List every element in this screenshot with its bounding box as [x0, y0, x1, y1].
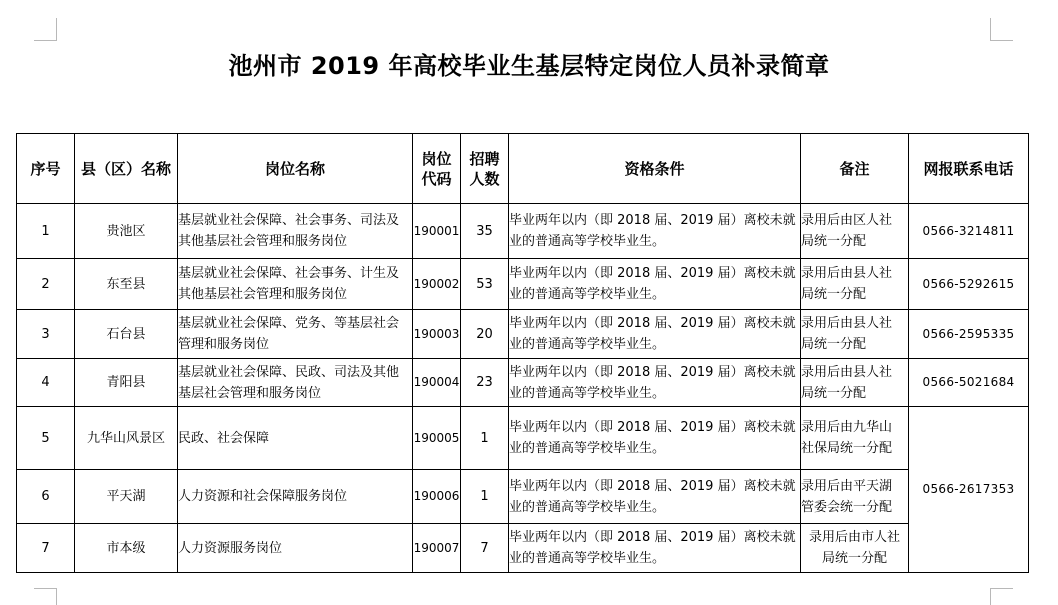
row-qualification-line2: 业的普通高等学校毕业生。: [509, 287, 666, 302]
row-position-line2: 管理和服务岗位: [178, 337, 270, 352]
row-qualification-line2: 业的普通高等学校毕业生。: [509, 499, 666, 515]
row-position: [178, 259, 413, 310]
row-position-line2: 其他基层社会管理和服务岗位: [178, 234, 348, 249]
row-qualification: [509, 407, 801, 470]
row-county: 市本级: [75, 524, 178, 573]
row-qualification-line2: 业的普通高等学校毕业生。: [509, 234, 666, 249]
row-position: [178, 204, 413, 259]
row-phone-shared: 0566-2617353: [909, 407, 1029, 573]
document-title: 池州市 2019 年高校毕业生基层特定岗位人员补录简章: [228, 52, 830, 80]
row-count: 53: [461, 259, 509, 310]
header-note: 备注: [801, 134, 909, 204]
row-code: 190006: [413, 470, 461, 524]
crop-mark-bottom-right: [990, 588, 1013, 605]
row-qualification: [509, 310, 801, 359]
row-code: 190001: [413, 204, 461, 259]
row-index: 5: [17, 407, 75, 470]
row-note-line1: 录用后由区人社: [801, 213, 893, 228]
row-note-line2: 局统一分配: [801, 234, 867, 249]
row-position-line1: 人力资源服务岗位: [178, 540, 283, 556]
table-row: [17, 259, 1029, 310]
row-note-line1: 录用后由县人社: [801, 364, 893, 380]
row-note-line1: 录用后由市人社: [808, 530, 900, 545]
row-position-line1: 基层就业社会保障、党务、等基层社会: [178, 316, 400, 331]
table-row: [17, 204, 1029, 259]
header-qualification: 资格条件: [509, 134, 801, 204]
row-note-line2: 社保局统一分配: [801, 441, 893, 456]
row-county: 平天湖: [75, 470, 178, 524]
row-qualification-line1: 毕业两年以内（即 2018 届、2019 届）离校未就: [509, 478, 796, 494]
row-index: 3: [17, 310, 75, 359]
row-note-line2: 局统一分配: [801, 287, 867, 302]
row-qualification-line1: 毕业两年以内（即 2018 届、2019 届）离校未就: [509, 266, 796, 281]
row-position-line2: 基层社会管理和服务岗位: [178, 385, 322, 401]
row-county: 青阳县: [75, 359, 178, 407]
row-qualification: [509, 204, 801, 259]
row-count: 7: [461, 524, 509, 573]
row-qualification-line1: 毕业两年以内（即 2018 届、2019 届）离校未就: [509, 420, 796, 435]
row-qualification-line2: 业的普通高等学校毕业生。: [509, 385, 666, 401]
header-county: 县（区）名称: [75, 134, 178, 204]
table-row: [17, 310, 1029, 359]
header-count: [461, 134, 509, 204]
row-county: 贵池区: [75, 204, 178, 259]
row-count: 1: [461, 407, 509, 470]
row-position: [178, 407, 413, 470]
table-row: [17, 524, 1029, 573]
crop-mark-top-right: [990, 18, 1013, 41]
row-qualification: [509, 470, 801, 524]
crop-mark-top-left: [34, 18, 57, 41]
row-note: [801, 310, 909, 359]
header-count-line1: 招聘: [469, 149, 500, 168]
row-position: [178, 524, 413, 573]
row-qualification-line1: 毕业两年以内（即 2018 届、2019 届）离校未就: [509, 530, 796, 545]
row-count: 35: [461, 204, 509, 259]
row-code: 190004: [413, 359, 461, 407]
row-phone: 0566-5292615: [909, 259, 1029, 310]
row-qualification-line1: 毕业两年以内（即 2018 届、2019 届）离校未就: [509, 364, 796, 380]
table-row: [17, 359, 1029, 407]
table-row: [17, 470, 1029, 524]
row-index: 6: [17, 470, 75, 524]
row-note: [801, 259, 909, 310]
row-count: 1: [461, 470, 509, 524]
row-qualification-line2: 业的普通高等学校毕业生。: [509, 441, 666, 456]
header-row: [17, 134, 1029, 204]
row-position-line2: 其他基层社会管理和服务岗位: [178, 287, 348, 302]
row-note-line2: 局统一分配: [801, 385, 867, 401]
row-position-line1: 基层就业社会保障、社会事务、计生及: [178, 266, 400, 281]
row-note-line2: 局统一分配: [821, 551, 887, 566]
row-qualification: [509, 524, 801, 573]
row-qualification-line1: 毕业两年以内（即 2018 届、2019 届）离校未就: [509, 213, 796, 228]
row-count: 20: [461, 310, 509, 359]
row-note: [801, 204, 909, 259]
row-position: [178, 470, 413, 524]
row-county: 九华山风景区: [75, 407, 178, 470]
row-phone: 0566-2595335: [909, 310, 1029, 359]
row-county: 石台县: [75, 310, 178, 359]
row-county: 东至县: [75, 259, 178, 310]
row-phone: 0566-3214811: [909, 204, 1029, 259]
row-code: 190002: [413, 259, 461, 310]
row-position-line1: 人力资源和社会保障服务岗位: [178, 489, 348, 504]
row-code: 190007: [413, 524, 461, 573]
row-note-line2: 管委会统一分配: [801, 499, 893, 515]
row-note-line1: 录用后由九华山: [801, 420, 893, 435]
header-code: [413, 134, 461, 204]
recruitment-table: [16, 133, 1029, 573]
row-note-line1: 录用后由平天湖: [801, 478, 893, 494]
row-code: 190005: [413, 407, 461, 470]
row-index: 1: [17, 204, 75, 259]
row-note-line2: 局统一分配: [801, 337, 867, 352]
row-qualification-line1: 毕业两年以内（即 2018 届、2019 届）离校未就: [509, 316, 796, 331]
row-note: [801, 470, 909, 524]
row-index: 2: [17, 259, 75, 310]
row-qualification-line2: 业的普通高等学校毕业生。: [509, 551, 666, 566]
row-code: 190003: [413, 310, 461, 359]
row-note-line1: 录用后由县人社: [801, 316, 893, 331]
row-position-line1: 民政、社会保障: [178, 430, 270, 446]
header-code-line1: 岗位: [421, 149, 452, 168]
row-qualification: [509, 259, 801, 310]
header-position: 岗位名称: [178, 134, 413, 204]
row-note-line1: 录用后由县人社: [801, 266, 893, 281]
row-position: [178, 310, 413, 359]
row-position: [178, 359, 413, 407]
row-note: [801, 407, 909, 470]
row-qualification: [509, 359, 801, 407]
header-index: 序号: [17, 134, 75, 204]
row-qualification-line2: 业的普通高等学校毕业生。: [509, 337, 666, 352]
row-position-line1: 基层就业社会保障、社会事务、司法及: [178, 213, 400, 228]
row-index: 4: [17, 359, 75, 407]
row-note: [801, 359, 909, 407]
header-count-line2: 人数: [469, 169, 500, 188]
row-position-line1: 基层就业社会保障、民政、司法及其他: [178, 364, 400, 380]
row-phone: 0566-5021684: [909, 359, 1029, 407]
crop-mark-bottom-left: [34, 588, 57, 605]
row-index: 7: [17, 524, 75, 573]
row-count: 23: [461, 359, 509, 407]
header-code-line2: 代码: [421, 169, 452, 188]
row-note: [801, 524, 909, 573]
header-phone: 网报联系电话: [909, 134, 1029, 204]
table-row: [17, 407, 1029, 470]
